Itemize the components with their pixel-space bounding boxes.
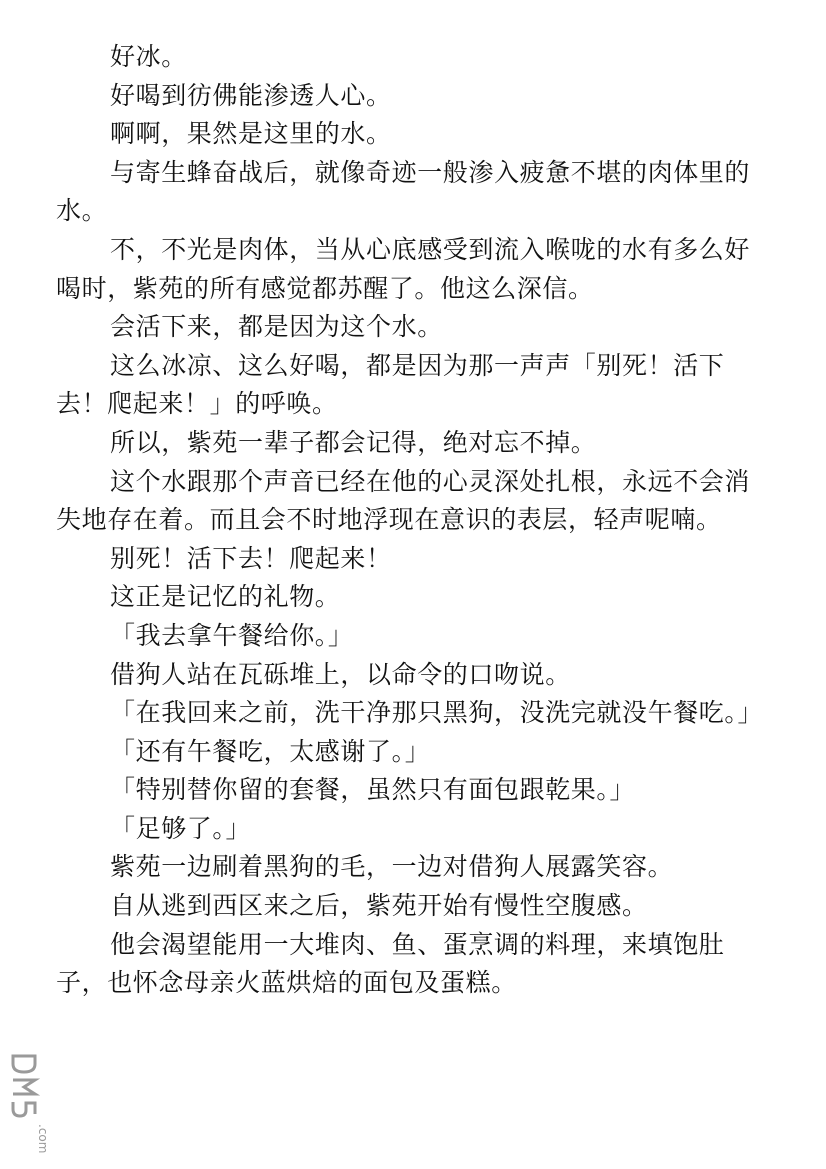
paragraph: 这个水跟那个声音已经在他的心灵深处扎根，永远不会消失地存在着。而且会不时地浮现在意识的表层，轻声呢喃。 [56, 466, 751, 535]
body-text [56, 38, 764, 1003]
paragraph: 别死！活下去！爬起来！ [110, 543, 392, 573]
paragraph: 「足够了。」 [110, 813, 252, 843]
paragraph: 他会渴望能用一大堆肉、鱼、蛋烹调的料理，来填饱肚子，也怀念母亲火蓝烘焙的面包及蛋糕。 [56, 929, 725, 998]
paragraph: 「我去拿午餐给你。」 [110, 620, 354, 650]
paragraph: 自从逃到西区来之后，紫苑开始有慢性空腹感。 [110, 891, 648, 921]
paragraph: 啊啊，果然是这里的水。 [110, 119, 392, 149]
dm5-watermark [6, 1048, 50, 1158]
paragraph: 与寄生蜂奋战后，就像奇迹一般渗入疲惫不堪的肉体里的水。 [56, 157, 751, 226]
dm5-logo-icon [6, 1048, 50, 1158]
paragraph: 会活下来，都是因为这个水。 [110, 312, 443, 342]
paragraph: 「还有午餐吃，太感谢了。」 [110, 736, 431, 766]
logo-letter-m [13, 1080, 35, 1094]
logo-domain-text: .com [36, 1124, 50, 1154]
paragraph: 不，不光是肉体，当从心底感受到流入喉咙的水有多么好喝时，紫苑的所有感觉都苏醒了。他这么深信。 [56, 234, 751, 303]
logo-number-5 [13, 1102, 35, 1116]
paragraph: 这正是记忆的礼物。 [110, 582, 341, 612]
logo-letter-d [13, 1056, 35, 1072]
paragraph: 所以，紫苑一辈子都会记得，绝对忘不掉。 [110, 427, 597, 457]
paragraph: 这么冰凉、这么好喝，都是因为那一声声「别死！活下去！爬起来！」的呼唤。 [56, 350, 725, 419]
paragraph: 借狗人站在瓦砾堆上，以命令的口吻说。 [110, 659, 571, 689]
paragraph: 好喝到彷佛能渗透人心。 [110, 80, 392, 110]
paragraph: 好冰。 [110, 42, 187, 71]
paragraph: 「在我回来之前，洗干净那只黑狗，没洗完就没午餐吃。」 [110, 698, 764, 728]
paragraph: 「特别替你留的套餐，虽然只有面包跟乾果。」 [110, 775, 636, 805]
paragraph: 紫苑一边刷着黑狗的毛，一边对借狗人展露笑容。 [110, 852, 674, 882]
